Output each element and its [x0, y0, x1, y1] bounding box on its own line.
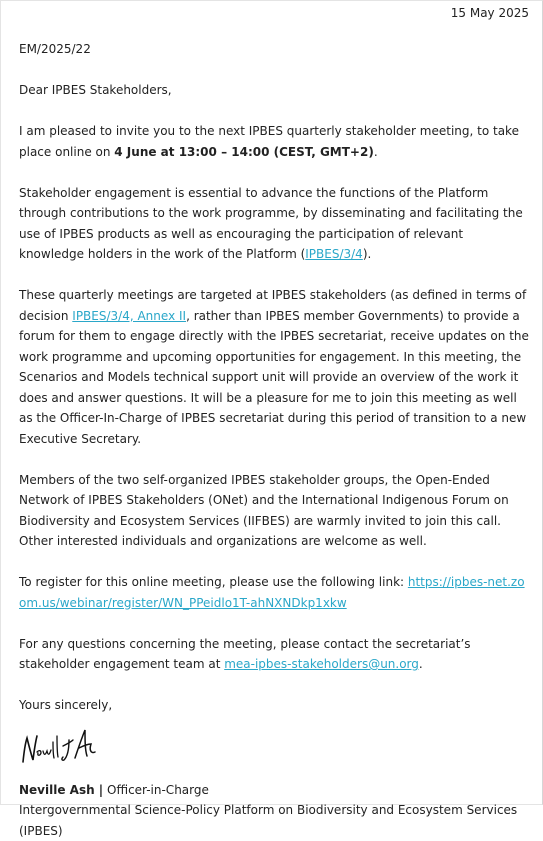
signatory-organization: Intergovernmental Science-Policy Platform on Biodiversity and Ecosystem Services (IPBES)	[19, 803, 518, 838]
paragraph-invitation	[19, 121, 529, 162]
closing: Yours sincerely,	[19, 698, 113, 712]
engagement-end: ).	[362, 247, 372, 261]
quarterly-text: These quarterly meetings are targeted at IPBES stakeholders (as defined in terms of decision	[19, 288, 527, 323]
link-ipbes-3-4[interactable]: IPBES/3/4	[305, 247, 363, 261]
link-ipbes-annex-ii[interactable]: IPBES/3/4, Annex II	[72, 308, 187, 323]
signature-graphic	[19, 722, 99, 768]
salutation: Dear IPBES Stakeholders,	[19, 83, 172, 97]
paragraph-register	[19, 572, 529, 613]
letter-date: 15 May 2025	[450, 6, 529, 20]
paragraph-contact	[19, 634, 529, 675]
letter-reference: EM/2025/22	[19, 42, 91, 56]
signatory-name: Neville Ash |	[19, 782, 104, 797]
quarterly-end: , rather than IPBES member Governments) to provide a forum for them to engage directly with the IPBES secretariat, receive updates on the work programme and upcoming opportunities for engagement. In this meeting, the Scenarios and Models technical support unit will provide an overview of the work it does and answer questions. It will be a pleasure for me to join this meeting as well as the Officer-In-Charge of IPBES secretariat during this period of transition to a new Executive Secretary.	[19, 308, 529, 446]
link-contact-email[interactable]: mea-ipbes-stakeholders@un.org	[224, 657, 419, 671]
paragraph-quarterly	[19, 285, 529, 449]
engagement-text: Stakeholder engagement is essential to advance the functions of the Platform through contributions to the work programme, by disseminating and facilitating the use of IPBES products as well as encouraging the participation of relevant knowledge holders in the work of the Platform (	[19, 185, 523, 261]
paragraph-engagement	[19, 183, 529, 265]
paragraph-members: Members of the two self-organized IPBES stakeholder groups, the Open-Ended Network of IPBES Stakeholders (ONet) and the International Indigenous Forum on Biodiversity and Ecosystem Services (IIFBES) are warmly invited to join this call. Other interested individuals and organizations are welcome as well.	[19, 472, 509, 548]
contact-end: .	[418, 657, 423, 671]
invitation-end: .	[373, 144, 378, 159]
signatory-line	[19, 780, 529, 801]
link-zoom-registration[interactable]: https://ipbes-net.zoom.us/webinar/register/WN_PPeidlo1T-ahNXNDkp1xkw	[19, 575, 525, 610]
letter-body	[19, 39, 529, 841]
signatory-title: Officer-in-Charge	[103, 782, 209, 797]
signature-image	[19, 722, 529, 768]
register-text: To register for this online meeting, please use the following link:	[19, 575, 408, 589]
invitation-text: I am pleased to invite you to the next IPBES quarterly stakeholder meeting, to take place online on	[19, 124, 519, 159]
meeting-datetime: 4 June at 13:00 – 14:00 (CEST, GMT+2)	[114, 144, 374, 159]
contact-text: For any questions concerning the meeting, please contact the secretariat’s stakeholder engagement team at	[19, 636, 471, 671]
